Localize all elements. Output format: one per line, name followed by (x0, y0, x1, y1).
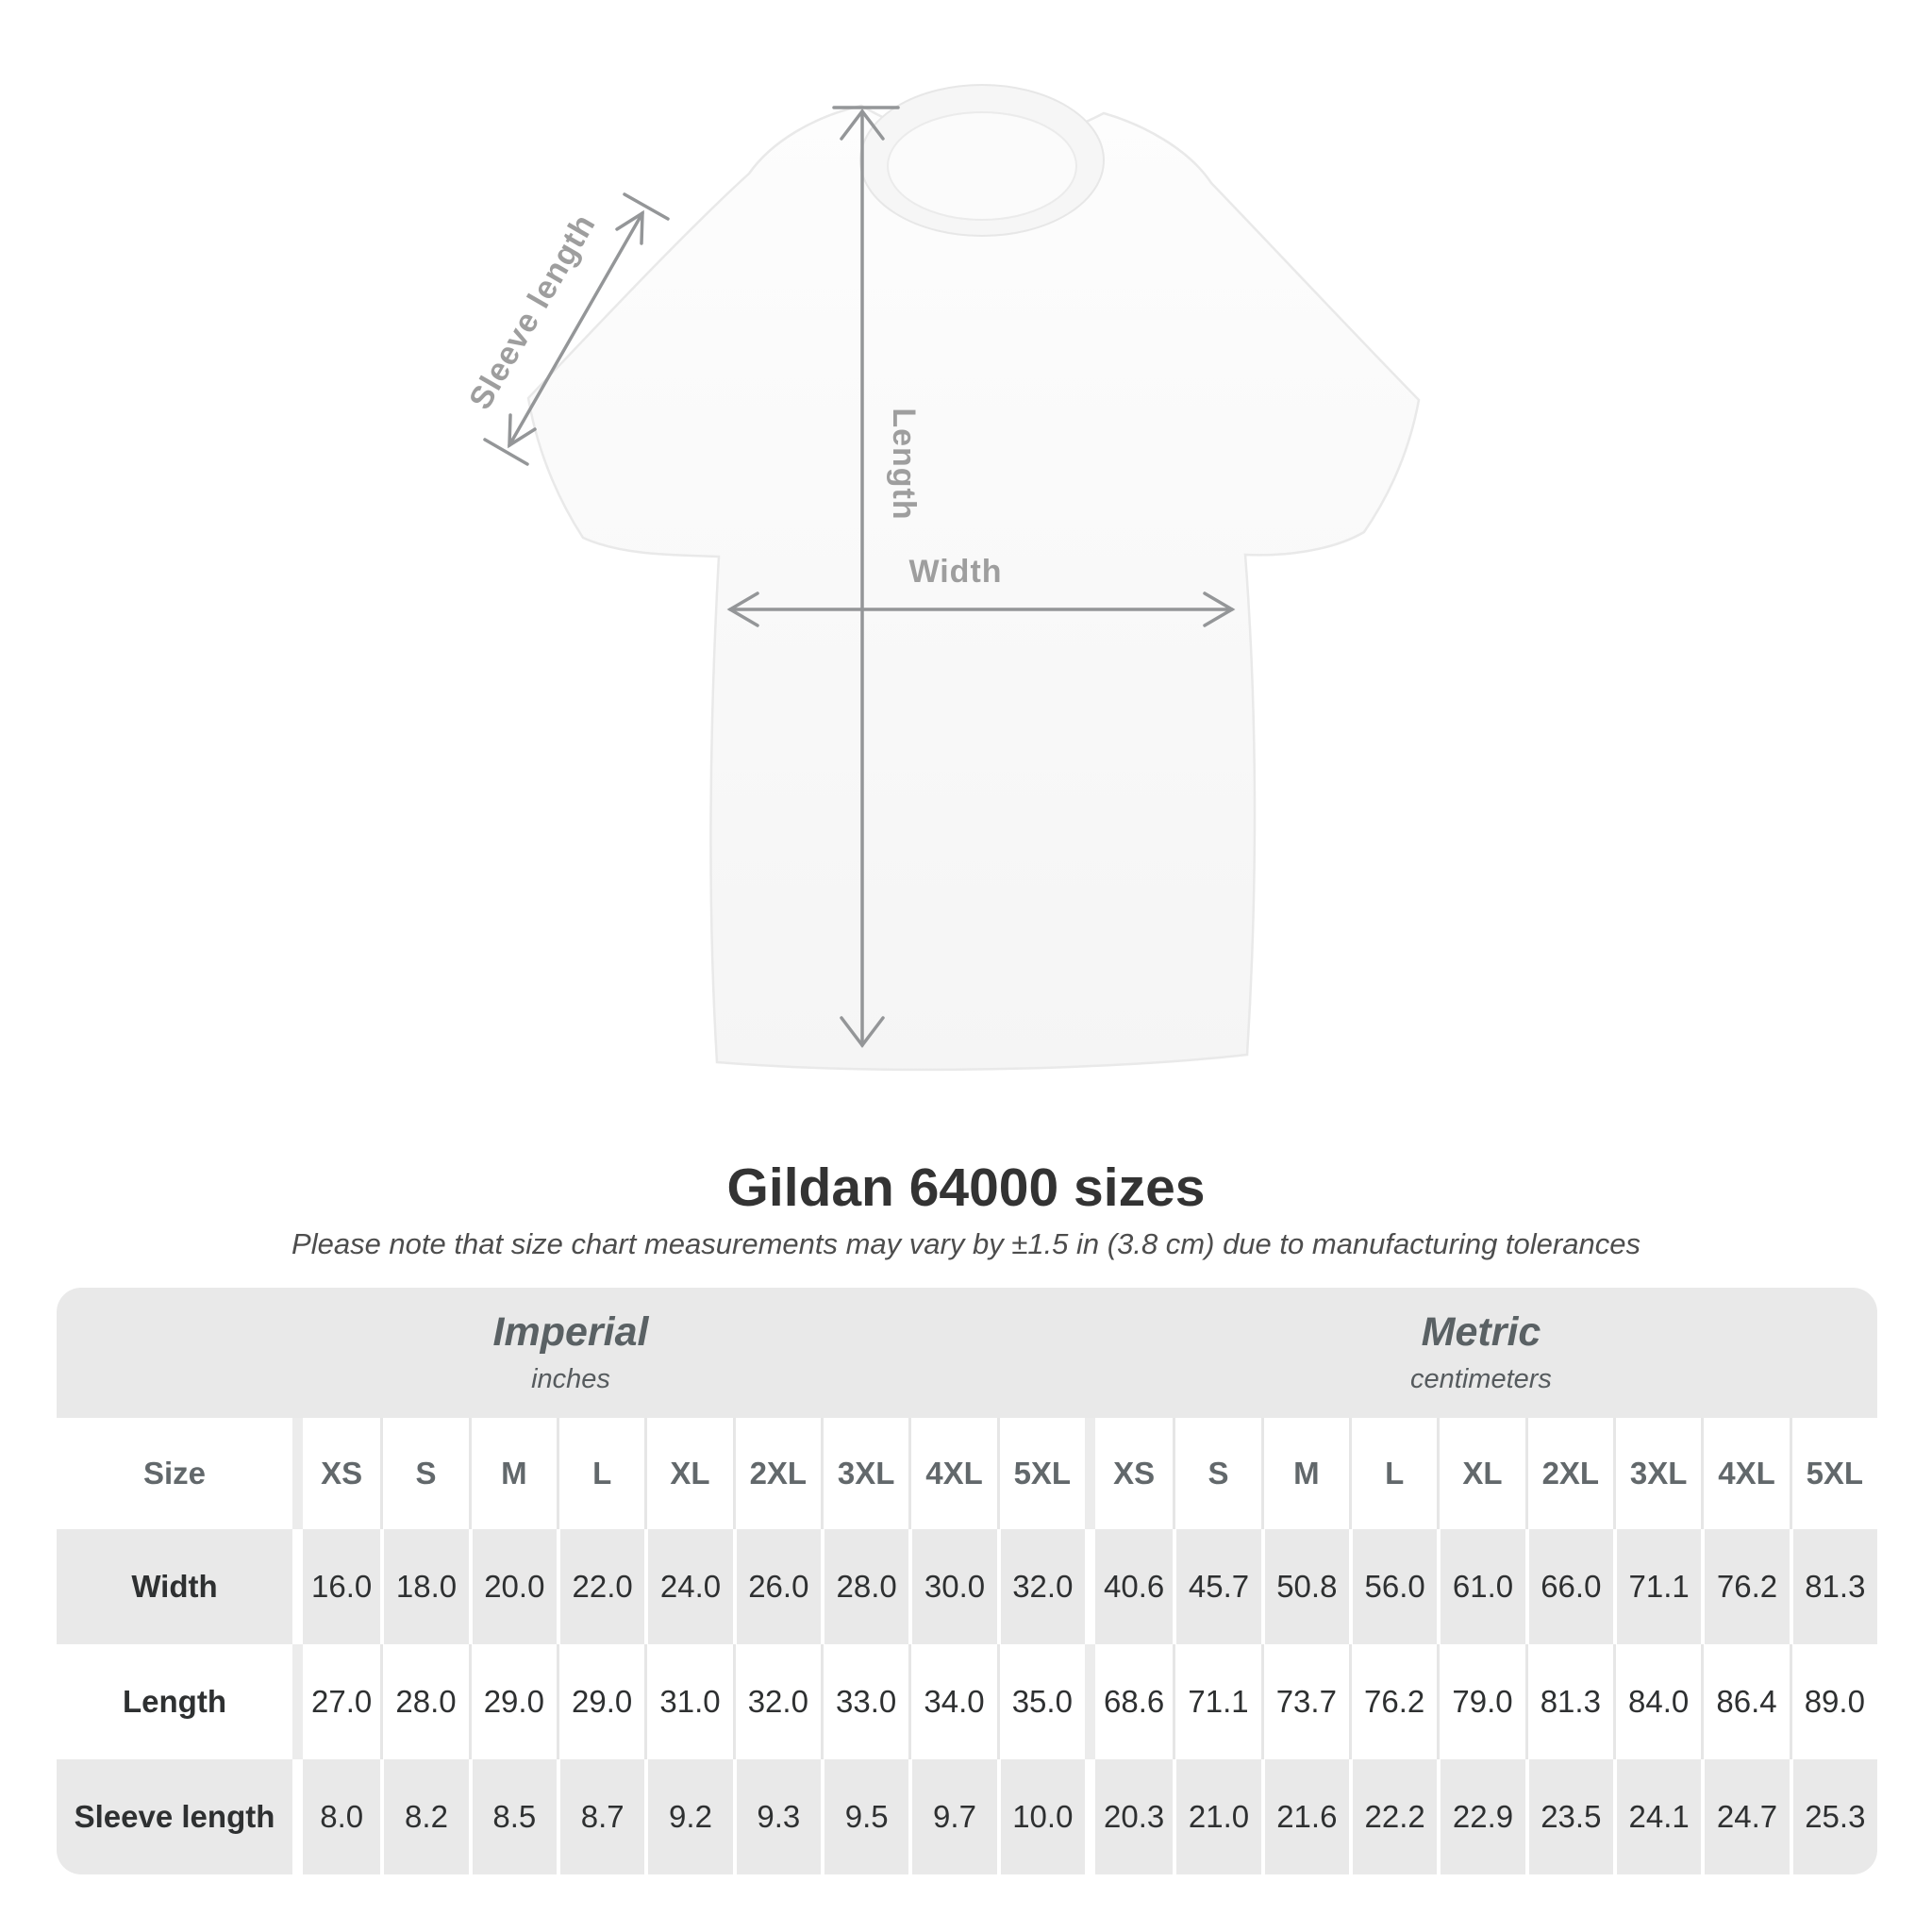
metric-group-header (1085, 1288, 1877, 1418)
size-col-header-metric-s: S (1173, 1418, 1260, 1529)
size-col-header-metric-xl: XL (1437, 1418, 1524, 1529)
measurement-cell: 9.3 (733, 1759, 821, 1874)
metric-group-title: Metric (1421, 1308, 1541, 1355)
measurement-cell: 23.5 (1525, 1759, 1613, 1874)
width-label: Width (908, 554, 1003, 590)
measurement-cell: 9.2 (644, 1759, 732, 1874)
measurement-cell: 8.7 (557, 1759, 644, 1874)
length-label: Length (886, 408, 922, 521)
row-label: Length (57, 1644, 292, 1759)
measurement-row-length (57, 1644, 1877, 1759)
measurement-cell: 27.0 (292, 1644, 380, 1759)
size-col-header-metric-2xl: 2XL (1525, 1418, 1613, 1529)
size-col-header-imperial-4xl: 4XL (908, 1418, 996, 1529)
size-col-header-imperial-m: M (469, 1418, 557, 1529)
measurement-cell: 22.0 (557, 1529, 644, 1644)
measurement-cell: 33.0 (821, 1644, 908, 1759)
measurement-cell: 29.0 (469, 1644, 557, 1759)
measurement-cell: 24.0 (644, 1529, 732, 1644)
size-col-header-imperial-2xl: 2XL (733, 1418, 821, 1529)
measurement-cell: 40.6 (1085, 1529, 1173, 1644)
size-col-header-metric-xs: XS (1085, 1418, 1173, 1529)
imperial-group-unit: inches (531, 1364, 610, 1395)
measurement-cell: 9.5 (821, 1759, 908, 1874)
size-col-header-imperial-xl: XL (644, 1418, 732, 1529)
measurement-cell: 32.0 (997, 1529, 1085, 1644)
measurement-cell: 28.0 (821, 1529, 908, 1644)
measurement-cell: 25.3 (1790, 1759, 1877, 1874)
size-col-header-imperial-5xl: 5XL (997, 1418, 1085, 1529)
measurement-cell: 18.0 (380, 1529, 468, 1644)
measurement-cell: 20.0 (469, 1529, 557, 1644)
imperial-group-title: Imperial (492, 1308, 649, 1355)
measurement-cell: 66.0 (1525, 1529, 1613, 1644)
size-table (57, 1288, 1877, 1874)
measurement-cell: 45.7 (1173, 1529, 1260, 1644)
measurement-cell: 86.4 (1701, 1644, 1789, 1759)
row-label: Width (57, 1529, 292, 1644)
measurement-cell: 21.0 (1173, 1759, 1260, 1874)
imperial-group-header (57, 1288, 1085, 1418)
page-title: Gildan 64000 sizes (726, 1158, 1206, 1218)
size-col-header-metric-5xl: 5XL (1790, 1418, 1877, 1529)
measurement-cell: 21.6 (1261, 1759, 1349, 1874)
measurement-cell: 50.8 (1261, 1529, 1349, 1644)
measurement-cell: 24.7 (1701, 1759, 1789, 1874)
measurement-cell: 61.0 (1437, 1529, 1524, 1644)
measurement-cell: 35.0 (997, 1644, 1085, 1759)
measurement-cell: 8.5 (469, 1759, 557, 1874)
measurement-cell: 71.1 (1173, 1644, 1260, 1759)
measurement-cell: 24.1 (1613, 1759, 1701, 1874)
page-subtitle: Please note that size chart measurements may vary by ±1.5 in (3.8 cm) due to manufacturing tolerances (291, 1227, 1641, 1260)
size-col-header-imperial-s: S (380, 1418, 468, 1529)
measurement-cell: 79.0 (1437, 1644, 1524, 1759)
measurement-cell: 22.9 (1437, 1759, 1524, 1874)
measurement-cell: 89.0 (1790, 1644, 1877, 1759)
measurement-cell: 31.0 (644, 1644, 732, 1759)
metric-group-unit: centimeters (1410, 1364, 1552, 1395)
measurement-cell: 34.0 (908, 1644, 996, 1759)
size-col-header-imperial-xs: XS (292, 1418, 380, 1529)
size-col-header-metric-3xl: 3XL (1613, 1418, 1701, 1529)
measurement-row-sleeve-length (57, 1759, 1877, 1874)
size-corner-header: Size (57, 1418, 292, 1529)
measurement-cell: 22.2 (1349, 1759, 1437, 1874)
size-col-header-metric-m: M (1261, 1418, 1349, 1529)
measurement-cell: 76.2 (1701, 1529, 1789, 1644)
measurement-cell: 81.3 (1525, 1644, 1613, 1759)
sleeve-length-label: Sleeve length (461, 208, 603, 416)
measurement-cell: 73.7 (1261, 1644, 1349, 1759)
tshirt-collar-inner (888, 112, 1076, 220)
measurement-cell: 10.0 (997, 1759, 1085, 1874)
size-col-header-metric-l: L (1349, 1418, 1437, 1529)
size-header-row (57, 1418, 1877, 1529)
unit-group-header-row (57, 1288, 1877, 1418)
measurement-cell: 20.3 (1085, 1759, 1173, 1874)
measurement-cell: 68.6 (1085, 1644, 1173, 1759)
size-col-header-metric-4xl: 4XL (1701, 1418, 1789, 1529)
measurement-row-width (57, 1529, 1877, 1644)
size-col-header-imperial-3xl: 3XL (821, 1418, 908, 1529)
measurement-cell: 9.7 (908, 1759, 996, 1874)
measurement-cell: 71.1 (1613, 1529, 1701, 1644)
measurement-cell: 16.0 (292, 1529, 380, 1644)
measurement-cell: 84.0 (1613, 1644, 1701, 1759)
measurement-cell: 28.0 (380, 1644, 468, 1759)
measurement-cell: 8.0 (292, 1759, 380, 1874)
row-label: Sleeve length (57, 1759, 292, 1874)
measurement-cell: 30.0 (908, 1529, 996, 1644)
measurement-cell: 29.0 (557, 1644, 644, 1759)
measurement-cell: 56.0 (1349, 1529, 1437, 1644)
measurement-cell: 26.0 (733, 1529, 821, 1644)
measurement-cell: 76.2 (1349, 1644, 1437, 1759)
measurement-cell: 81.3 (1790, 1529, 1877, 1644)
size-col-header-imperial-l: L (557, 1418, 644, 1529)
measurement-cell: 32.0 (733, 1644, 821, 1759)
measurement-cell: 8.2 (380, 1759, 468, 1874)
